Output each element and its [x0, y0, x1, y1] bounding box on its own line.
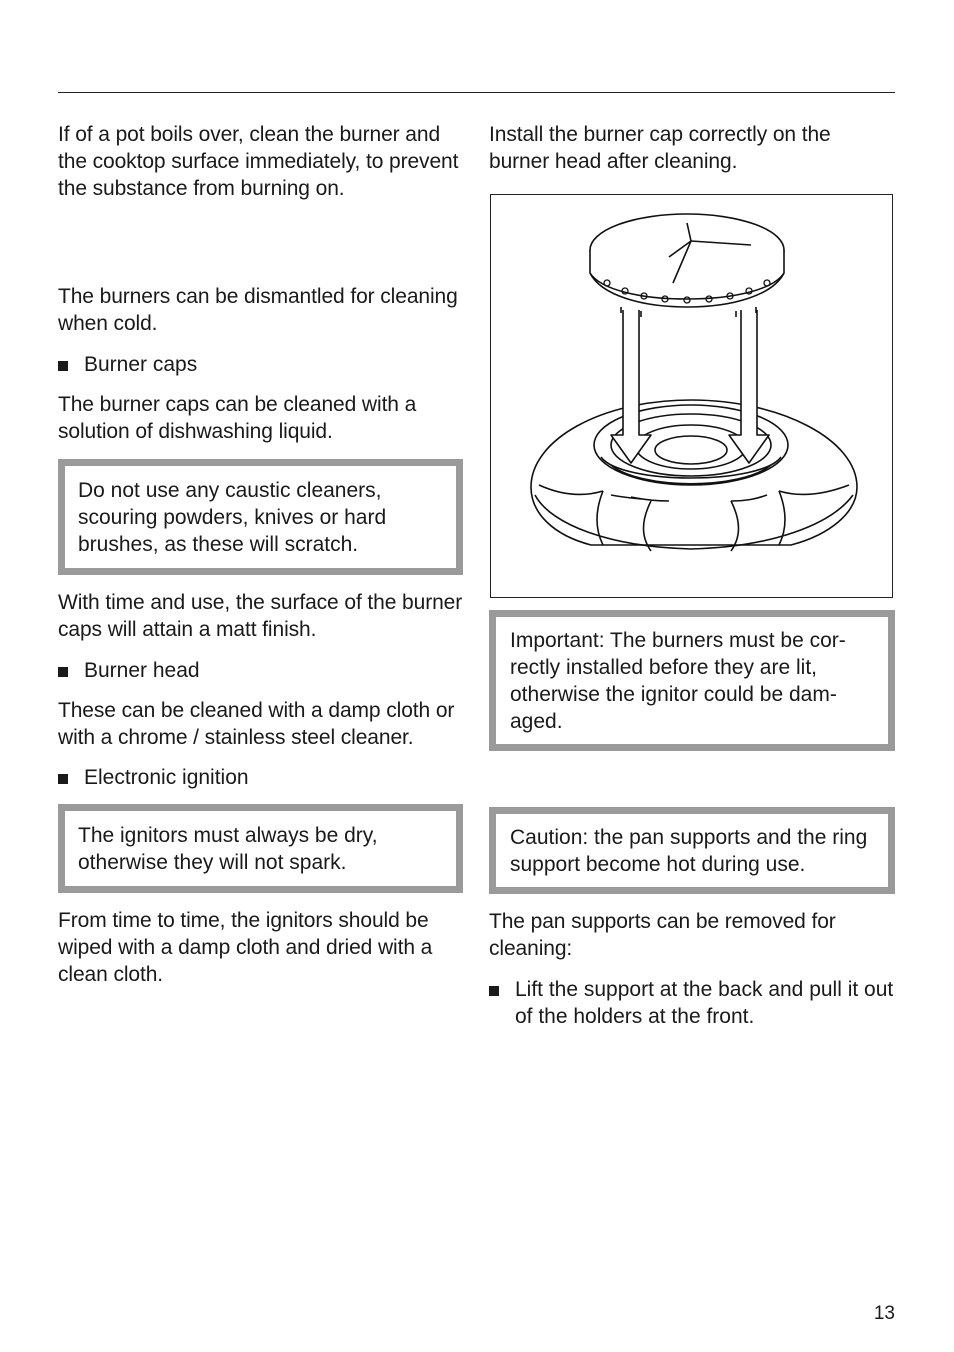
wipe-paragraph: From time to time, the ignitors should be wiped with a damp cloth and dried with a clean cloth.: [58, 909, 433, 986]
page-number: 13: [873, 1303, 895, 1324]
caustic-warning-text: Do not use any caustic cleaners, scouring powders, knives or hard brushes, as these will scratch.: [78, 479, 387, 556]
removed-paragraph: The pan supports can be removed for cleaning:: [489, 910, 836, 960]
caution-box: [489, 807, 895, 894]
head-clean-paragraph: These can be cleaned with a damp cloth or with a chrome / stainless steel cleaner.: [58, 699, 455, 749]
matt-finish-paragraph: With time and use, the surface of the burner caps will attain a matt finish.: [58, 591, 463, 641]
important-text: Important: The burners must be cor-rectly installed before they are lit, otherwise the ignitor could be dam-aged.: [510, 629, 846, 733]
caps-clean-paragraph: The burner caps can be cleaned with a solution of dishwashing liquid.: [58, 393, 417, 443]
bullet-burner-head: Burner head: [58, 657, 463, 684]
caution-text: Caution: the pan supports and the ring support become hot during use.: [510, 826, 868, 876]
bullet-electronic-ignition: Electronic ignition: [58, 764, 463, 791]
header-rule: [58, 92, 895, 93]
burner-illustration: [490, 194, 893, 598]
ignitor-dry-warning-text: The ignitors must always be dry, otherwise they will not spark.: [78, 824, 378, 874]
ignitor-dry-warning-box: [58, 804, 463, 893]
caustic-warning-box: [58, 459, 463, 575]
right-column: [489, 121, 894, 175]
left-column: [58, 121, 463, 988]
dismantle-paragraph: The burners can be dismantled for cleaning when cold.: [58, 285, 458, 335]
bullet-burner-caps: Burner caps: [58, 351, 463, 378]
install-paragraph: Install the burner cap correctly on the burner head after cleaning.: [489, 123, 831, 173]
bullet-lift-support: Lift the support at the back and pull it out of the holders at the front.: [489, 976, 895, 1030]
boil-over-paragraph: If of a pot boils over, clean the burner and the cooktop surface immediately, to prevent the substance from burning on.: [58, 123, 459, 200]
right-lower-column: [489, 610, 895, 1030]
burner-drawing: [491, 195, 892, 597]
important-box: [489, 610, 895, 751]
